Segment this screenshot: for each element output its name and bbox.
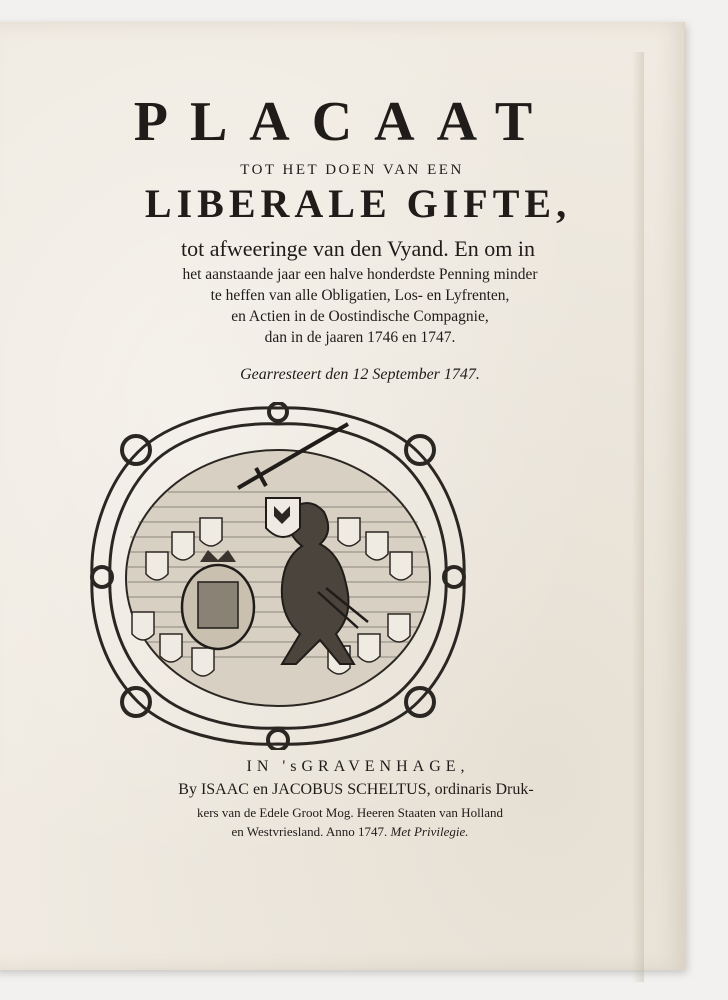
imprint-year: en Westvriesland. Anno 1747. [231,824,388,839]
imprint-place: IN 'sGRAVENHAGE, [246,758,470,775]
imprint-line-4 [0,824,714,840]
body-line-1: tot afweeringe van den Vyand. En om in [181,236,535,261]
date-line: Gearresteert den 12 September 1747. [240,366,480,383]
document-title: PLACAAT [133,91,555,153]
imprint-line-3: kers van de Edele Groot Mog. Heeren Staaten van Holland [196,805,504,820]
title-subject: LIBERALE GIFTE, [144,181,572,226]
dutch-lion-crest-emblem-icon [88,402,468,750]
imprint-printer: By ISAAC en JACOBUS SCHELTUS, ordinaris Druk- [178,781,534,798]
body-line-4: en Actien in de Oostindische Compagnie, [231,308,489,325]
body-line-3: te heffen van alle Obligatien, Los- en Lyfrenten, [210,287,510,304]
imprint-privilege: Met Privilegie. [390,824,469,839]
title-subheading: TOT HET DOEN VAN EEN [240,162,464,178]
body-line-2: het aanstaande jaar een halve honderdste Penning minder [182,266,538,283]
body-line-5: dan in de jaaren 1746 en 1747. [264,329,456,346]
